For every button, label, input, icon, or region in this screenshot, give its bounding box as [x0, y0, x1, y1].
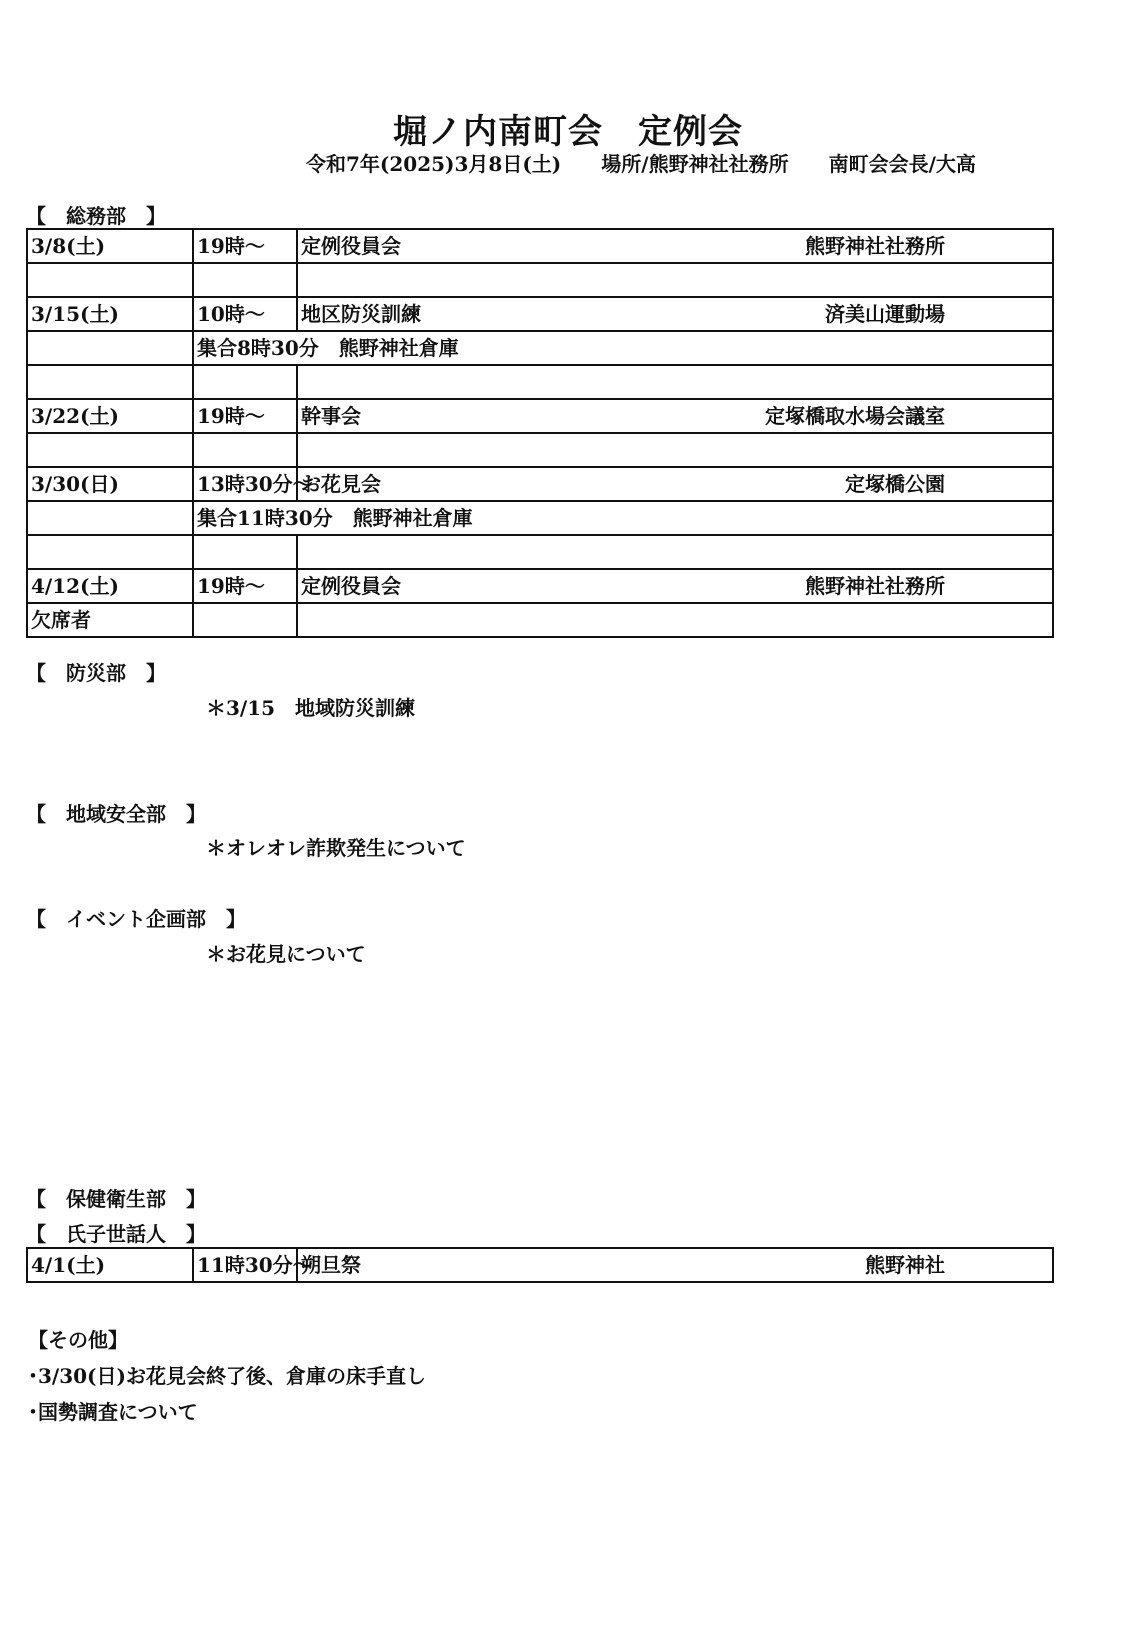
- section-other-heading: 【その他】: [28, 1328, 128, 1352]
- date-cell: 4/12(土): [27, 569, 193, 603]
- table-row: [27, 229, 1053, 263]
- time-cell: 10時～: [193, 297, 297, 331]
- event-cell: [297, 467, 1053, 501]
- event-name: 朔旦祭: [301, 1253, 361, 1277]
- event-cell: [297, 263, 1053, 297]
- event-cell: [297, 569, 1053, 603]
- other-item: ･3/30(日)お花見会終了後、倉庫の床手直し: [28, 1364, 426, 1388]
- event-place: 熊野神社社務所: [805, 234, 945, 258]
- date-cell: 欠席者: [27, 603, 193, 637]
- table-row: [27, 467, 1053, 501]
- time-cell: [193, 433, 297, 467]
- event-name: 幹事会: [301, 404, 361, 428]
- event-cell: [297, 1248, 1053, 1282]
- date-cell: 3/15(土): [27, 297, 193, 331]
- event-cell: [297, 603, 1053, 637]
- event-place: 済美山運動場: [825, 302, 945, 326]
- date-cell: 4/1(土): [27, 1248, 193, 1282]
- date-cell: [27, 433, 193, 467]
- time-cell: 19時～: [193, 229, 297, 263]
- section-ujiko-heading: 【 氏子世話人 】: [26, 1222, 206, 1246]
- table-row: [27, 365, 1053, 399]
- note-cell: 集合8時30分 熊野神社倉庫: [193, 331, 1053, 365]
- time-cell: 19時～: [193, 569, 297, 603]
- event-cell: [297, 297, 1053, 331]
- time-cell: 11時30分～: [193, 1248, 297, 1282]
- event-cell: [297, 229, 1053, 263]
- event-place: 定塚橋公園: [845, 472, 945, 496]
- note-cell: 集合11時30分 熊野神社倉庫: [193, 501, 1053, 535]
- table-row: [27, 297, 1053, 331]
- table-row: [27, 399, 1053, 433]
- date-cell: [27, 501, 193, 535]
- date-cell: [27, 331, 193, 365]
- event-name: お花見会: [301, 472, 381, 496]
- date-cell: [27, 365, 193, 399]
- other-item: ･国勢調査について: [28, 1400, 198, 1424]
- section-soumu-heading: 【 総務部 】: [26, 204, 166, 228]
- section-event-heading: 【 イベント企画部 】: [26, 907, 246, 931]
- time-cell: 19時～: [193, 399, 297, 433]
- event-name: 定例役員会: [301, 574, 401, 598]
- section-chiiki-heading: 【 地域安全部 】: [26, 802, 206, 826]
- time-cell: [193, 365, 297, 399]
- event-place: 定塚橋取水場会議室: [765, 404, 945, 428]
- date-cell: 3/30(日): [27, 467, 193, 501]
- chiiki-item: ＊オレオレ詐欺発生について: [206, 836, 466, 860]
- time-cell: 13時30分～: [193, 467, 297, 501]
- table-row: [27, 1248, 1053, 1282]
- time-cell: [193, 603, 297, 637]
- event-place: 熊野神社社務所: [805, 574, 945, 598]
- table-row: [27, 331, 1053, 365]
- event-cell: [297, 399, 1053, 433]
- section-hoken-heading: 【 保健衛生部 】: [26, 1187, 206, 1211]
- table-row: [27, 433, 1053, 467]
- time-cell: [193, 263, 297, 297]
- event-item: ＊お花見について: [206, 942, 366, 966]
- event-name: 地区防災訓練: [301, 302, 421, 326]
- date-cell: 3/8(土): [27, 229, 193, 263]
- date-cell: [27, 535, 193, 569]
- event-cell: [297, 535, 1053, 569]
- event-place: 熊野神社: [865, 1253, 945, 1277]
- date-cell: 3/22(土): [27, 399, 193, 433]
- time-cell: [193, 535, 297, 569]
- date-cell: [27, 263, 193, 297]
- table-row: [27, 501, 1053, 535]
- table-row: [27, 603, 1053, 637]
- page-title: 堀ノ内南町会 定例会: [393, 112, 743, 152]
- table-row: [27, 535, 1053, 569]
- event-cell: [297, 433, 1053, 467]
- bousai-item: ＊3/15 地域防災訓練: [206, 696, 416, 720]
- table-row: [27, 569, 1053, 603]
- event-name: 定例役員会: [301, 234, 401, 258]
- event-cell: [297, 365, 1053, 399]
- soumu-schedule-table: [26, 228, 1054, 638]
- meeting-info: 令和7年(2025)3月8日(土) 場所/熊野神社社務所 南町会会長/大高: [306, 152, 976, 176]
- table-row: [27, 263, 1053, 297]
- section-bousai-heading: 【 防災部 】: [26, 661, 166, 685]
- ujiko-schedule-table: [26, 1247, 1054, 1283]
